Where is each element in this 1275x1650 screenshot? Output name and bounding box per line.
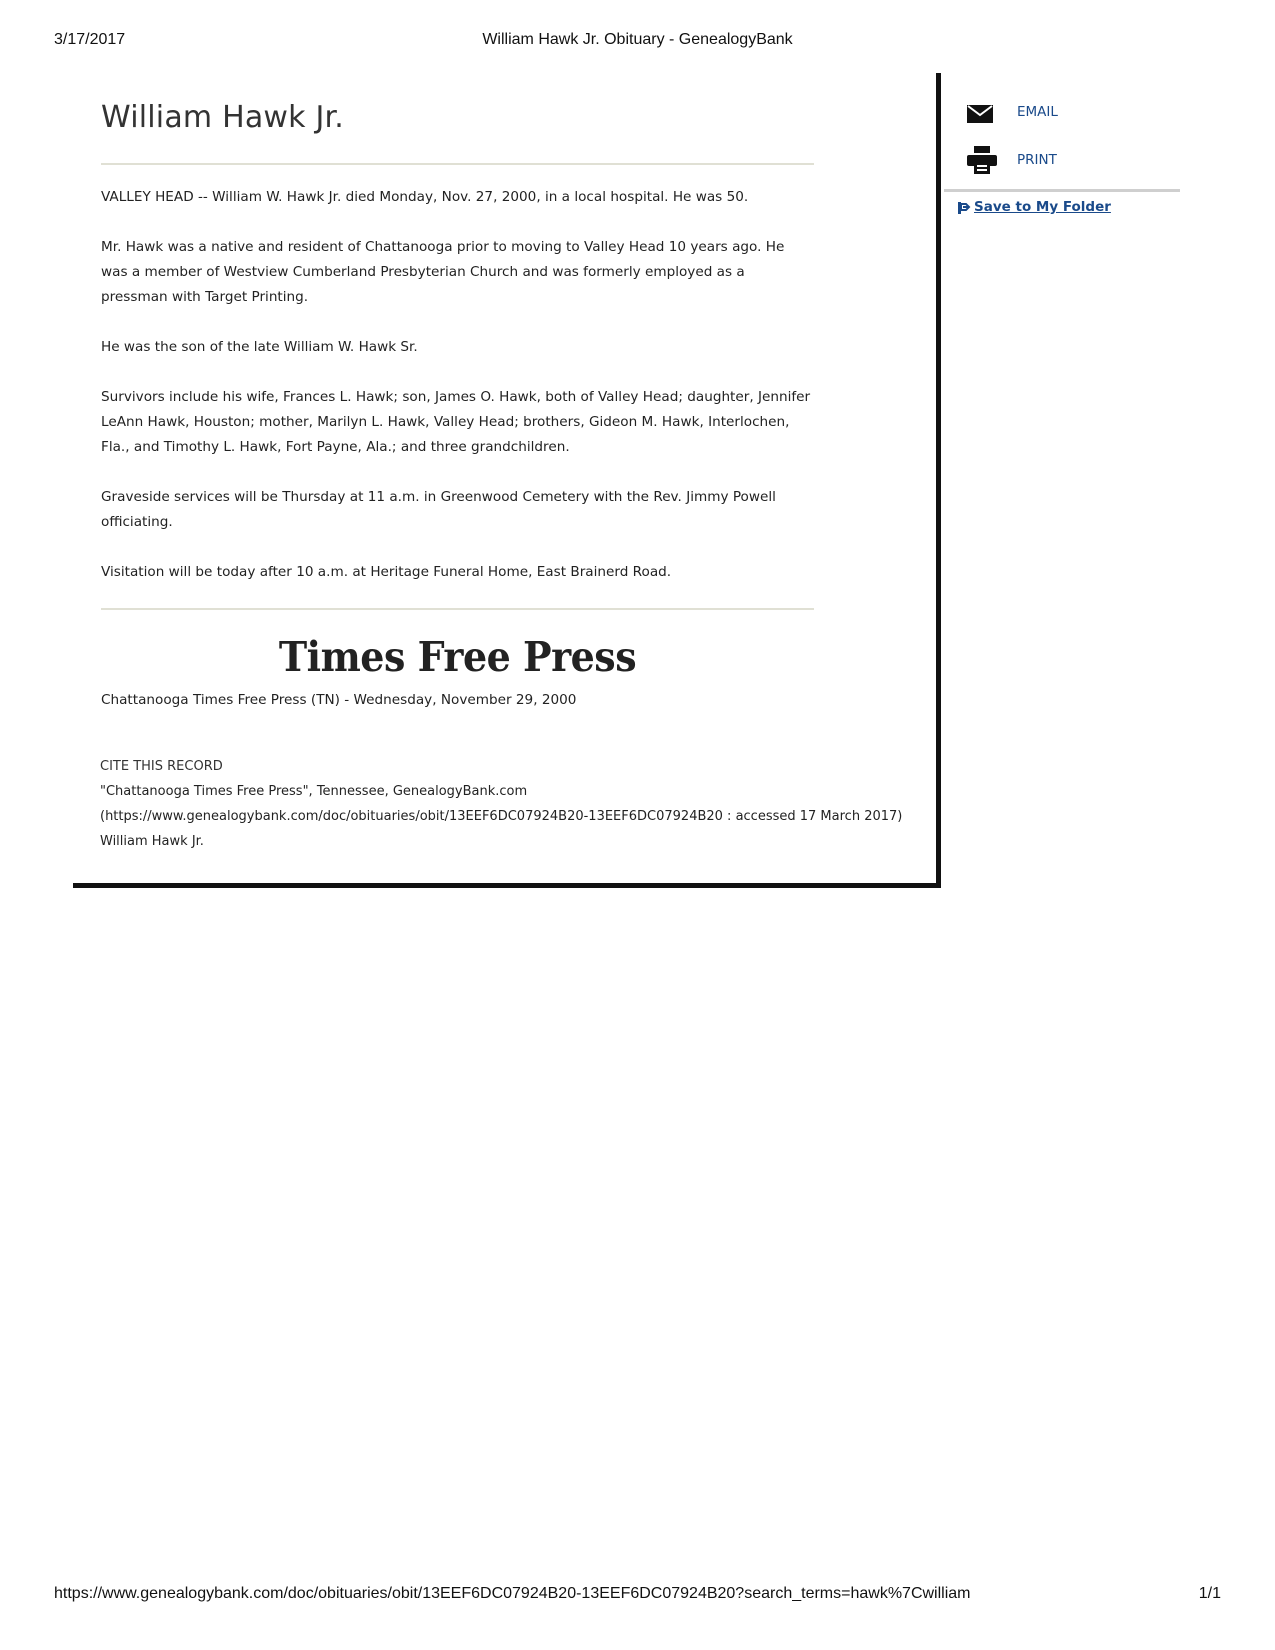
article-title: William Hawk Jr. (101, 100, 345, 135)
cite-heading: CITE THIS RECORD (100, 759, 223, 774)
envelope-icon (967, 105, 993, 127)
email-button[interactable] (944, 95, 1180, 143)
publication-source: Chattanooga Times Free Press (TN) - Wednesday, November 29, 2000 (101, 692, 577, 708)
body-divider (101, 608, 814, 610)
obituary-paragraph: VALLEY HEAD -- William W. Hawk Jr. died Monday, Nov. 27, 2000, in a local hospital. He was 50. (101, 189, 749, 205)
obituary-paragraph: Visitation will be today after 10 a.m. at Heritage Funeral Home, East Brainerd Road. (101, 564, 672, 580)
save-to-folder-label[interactable]: Save to My Folder (974, 199, 1111, 215)
newspaper-logo: Times Free Press (278, 632, 637, 681)
print-header (54, 31, 1221, 53)
article-card (73, 73, 941, 888)
email-label[interactable]: EMAIL (1017, 104, 1058, 120)
cite-title: William Hawk Jr. (100, 834, 204, 849)
print-footer (54, 1585, 1221, 1607)
obituary-paragraph: Survivors include his wife, Frances L. Hawk; son, James O. Hawk, both of Valley Head; daughter, Jennifer LeAnn Hawk, Houston; mother, Marilyn L. Hawk, Valley Head; brothers, Gideon M. Hawk, Interlochen, Fla., and Timothy L. Hawk, Fort Payne, Ala.; and three grandchildren. (101, 389, 811, 455)
obituary-paragraph: Mr. Hawk was a native and resident of Chattanooga prior to moving to Valley Head 10 years ago. He was a member of Westview Cumberland Presbyterian Church and was formerly employed as a pressman with Target Printing. (101, 239, 785, 305)
title-divider (101, 163, 814, 165)
cite-url: (https://www.genealogybank.com/doc/obituaries/obit/13EEF6DC07924B20-13EEF6DC07924B20 : accessed 17 March 2017) (100, 809, 903, 824)
obituary-body (101, 185, 814, 585)
sidebar-divider (944, 189, 1180, 192)
cite-source: "Chattanooga Times Free Press", Tennessee, GenealogyBank.com (100, 784, 528, 799)
cite-record (100, 754, 903, 854)
obituary-paragraph: Graveside services will be Thursday at 11 a.m. in Greenwood Cemetery with the Rev. Jimmy Powell officiating. (101, 489, 776, 530)
print-url: https://www.genealogybank.com/doc/obituaries/obit/13EEF6DC07924B20-13EEF6DC07924B20?search_terms=hawk%7Cwilliam (54, 1585, 971, 1602)
print-button[interactable] (944, 143, 1180, 191)
print-page-title: William Hawk Jr. Obituary - GenealogyBank (482, 31, 793, 48)
print-label[interactable]: PRINT (1017, 152, 1057, 168)
folder-icon (957, 200, 972, 219)
article-content (100, 73, 903, 854)
obituary-paragraph: He was the son of the late William W. Hawk Sr. (101, 339, 418, 355)
print-date: 3/17/2017 (54, 31, 126, 48)
page-count: 1/1 (1198, 1585, 1221, 1602)
printer-icon (967, 146, 997, 178)
article-tools-sidebar (944, 95, 1180, 215)
